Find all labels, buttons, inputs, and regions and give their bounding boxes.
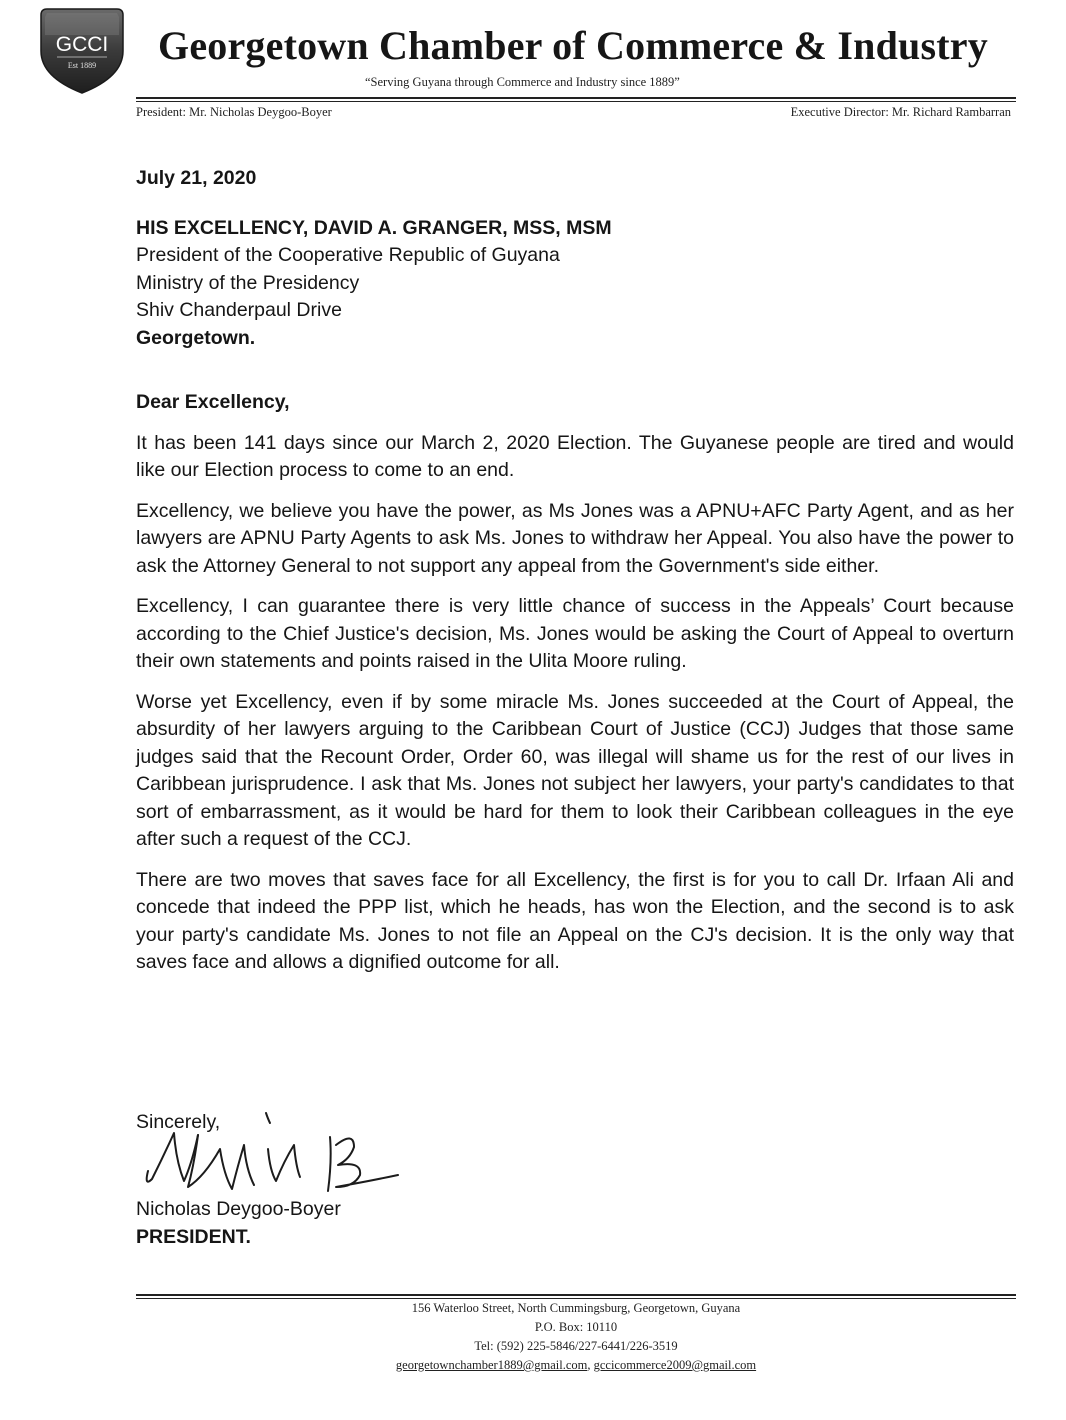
recipient-street: Shiv Chanderpaul Drive [136, 299, 342, 321]
handwritten-signature [140, 1105, 430, 1205]
organization-name: Georgetown Chamber of Commerce & Industry [158, 23, 988, 68]
footer-emails [136, 1356, 1016, 1375]
signer-name: Nicholas Deygoo-Boyer [136, 1198, 341, 1220]
recipient-name: HIS EXCELLENCY, DAVID A. GRANGER, MSS, MSM [136, 216, 612, 239]
header-divider-thin [136, 101, 1016, 102]
footer-telephone: Tel: (592) 225-5846/227-6441/226-3519 [474, 1339, 678, 1353]
letter-date: July 21, 2020 [136, 167, 257, 189]
logo-est: Est 1889 [67, 61, 97, 70]
logo-text: GCCI [55, 33, 109, 56]
body-paragraph: It has been 141 days since our March 2, 2020 Election. The Guyanese people are tired and would like our Election process to come to an end. [136, 431, 1014, 481]
president-line: President: Mr. Nicholas Deygoo-Boyer [136, 105, 332, 119]
gcci-logo [37, 5, 127, 95]
recipient-city: Georgetown. [136, 326, 256, 349]
body-paragraph: There are two moves that saves face for all Excellency, the first is for you to call Dr. Irfaan Ali and concede that indeed the PPP list, which he heads, has won the Election, and the second is to ask your party's candidate Ms. Jones to not file an Appeal on the CJ's decision. It is the only way that saves face and allows a dignified outcome for all. [136, 868, 1014, 973]
header-divider [136, 97, 1016, 99]
email-separator: , [587, 1358, 594, 1372]
recipient-title: President of the Cooperative Republic of Guyana [136, 244, 560, 266]
recipient-office: Ministry of the Presidency [136, 271, 360, 294]
closing: Sincerely, [136, 1111, 221, 1133]
footer-po-box: P.O. Box: 10110 [534, 1320, 618, 1334]
executive-director-line: Executive Director: Mr. Richard Rambarran [790, 105, 1011, 119]
email-link-2[interactable]: gccicommerce2009@gmail.com [593, 1358, 757, 1372]
email-link-1[interactable]: georgetownchamber1889@gmail.com [395, 1358, 588, 1372]
salutation: Dear Excellency, [136, 391, 290, 413]
letter-body [136, 165, 1014, 990]
footer-divider [136, 1294, 1016, 1296]
body-paragraph: Worse yet Excellency, even if by some miracle Ms. Jones succeeded at the Court of Appeal, the absurdity of her lawyers arguing to the Caribbean Court of Justice (CCJ) Judges that those same judges said that the Recount Order, Order 60, was illegal will shame us for the rest of our lives in Caribbean jurisprudence. I ask that Ms. Jones not subject her lawyers, your party's candidates to that sort of embarrassment, as it would be hard for them to look their Caribbean colleagues in the eye after such a request of the CCJ. [136, 690, 1014, 850]
footer-contact [136, 1299, 1016, 1375]
body-paragraph: Excellency, I can guarantee there is very little chance of success in the Appeals’ Court because according to the Chief Justice's decision, Ms. Jones would be asking the Court of Appeal to overturn their own statements and points raised in the Ulita Moore ruling. [136, 595, 1014, 672]
signer-block [136, 1196, 341, 1251]
footer-address: 156 Waterloo Street, North Cummingsburg, Georgetown, Guyana [411, 1301, 741, 1315]
body-paragraph: Excellency, we believe you have the power, as Ms Jones was a APNU+AFC Party Agent, and as her lawyers are APNU Party Agents to ask Ms. Jones to withdraw her Appeal. You also have the power to ask the Attorney General to not support any appeal from the Government's side either. [136, 499, 1014, 577]
organization-tagline: “Serving Guyana through Commerce and Industry since 1889” [365, 75, 680, 89]
signer-title: PRESIDENT. [136, 1225, 251, 1248]
